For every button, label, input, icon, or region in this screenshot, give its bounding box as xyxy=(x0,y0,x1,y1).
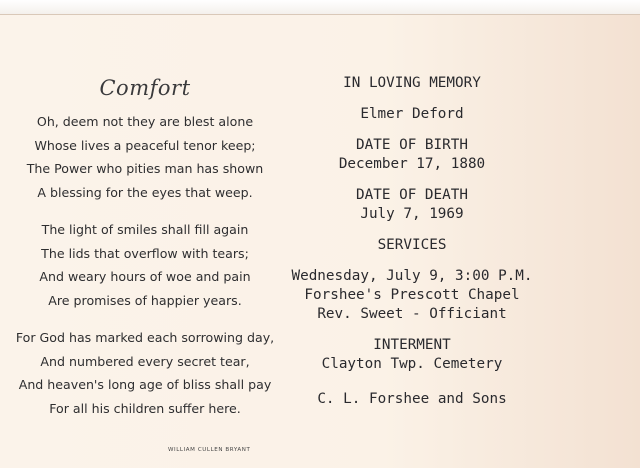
poem-title: Comfort xyxy=(99,76,191,100)
poem-line: The lids that overflow with tears; xyxy=(41,245,249,261)
poem-line: For all his children suffer here. xyxy=(49,400,241,416)
memorial-details xyxy=(262,74,562,409)
poem-line: Are promises of happier years. xyxy=(48,292,242,308)
poem-line: For God has marked each sorrowing day, xyxy=(15,330,275,345)
poem-stanza-1 xyxy=(10,110,280,204)
officiant: Rev. Sweet - Officiant xyxy=(317,306,507,322)
poem-author: WILLIAM CULLEN BRYANT xyxy=(168,447,251,453)
poem-line: The light of smiles shall fill again xyxy=(41,222,249,237)
poem-stanza-3 xyxy=(10,326,280,420)
poem-line: Oh, deem not they are blest alone xyxy=(36,114,254,129)
services-time: Wednesday, July 9, 3:00 P.M. xyxy=(291,268,533,284)
poem-line: A blessing for the eyes that weep. xyxy=(37,184,253,200)
death-date: July 7, 1969 xyxy=(360,206,464,222)
death-label: DATE OF DEATH xyxy=(356,187,468,203)
services-place: Forshee's Prescott Chapel xyxy=(304,287,520,303)
memorial-heading: IN LOVING MEMORY xyxy=(343,75,481,91)
card-top-edge xyxy=(0,0,640,14)
poem-stanza-2 xyxy=(10,218,280,312)
poem-line: The Power who pities man has shown xyxy=(26,161,264,176)
poem-line: And numbered every secret tear, xyxy=(40,353,250,369)
funeral-home: C. L. Forshee and Sons xyxy=(317,391,507,407)
services-label: SERVICES xyxy=(377,237,447,253)
poem-line: And weary hours of woe and pain xyxy=(39,269,251,284)
poem-line: And heaven's long age of bliss shall pay xyxy=(18,377,272,392)
poem xyxy=(10,60,280,434)
interment-label: INTERMENT xyxy=(373,337,451,353)
deceased-name: Elmer Deford xyxy=(360,106,464,122)
cemetery: Clayton Twp. Cemetery xyxy=(321,356,503,372)
birth-date: December 17, 1880 xyxy=(338,156,486,172)
birth-label: DATE OF BIRTH xyxy=(356,137,468,153)
poem-line: Whose lives a peaceful tenor keep; xyxy=(34,137,256,153)
